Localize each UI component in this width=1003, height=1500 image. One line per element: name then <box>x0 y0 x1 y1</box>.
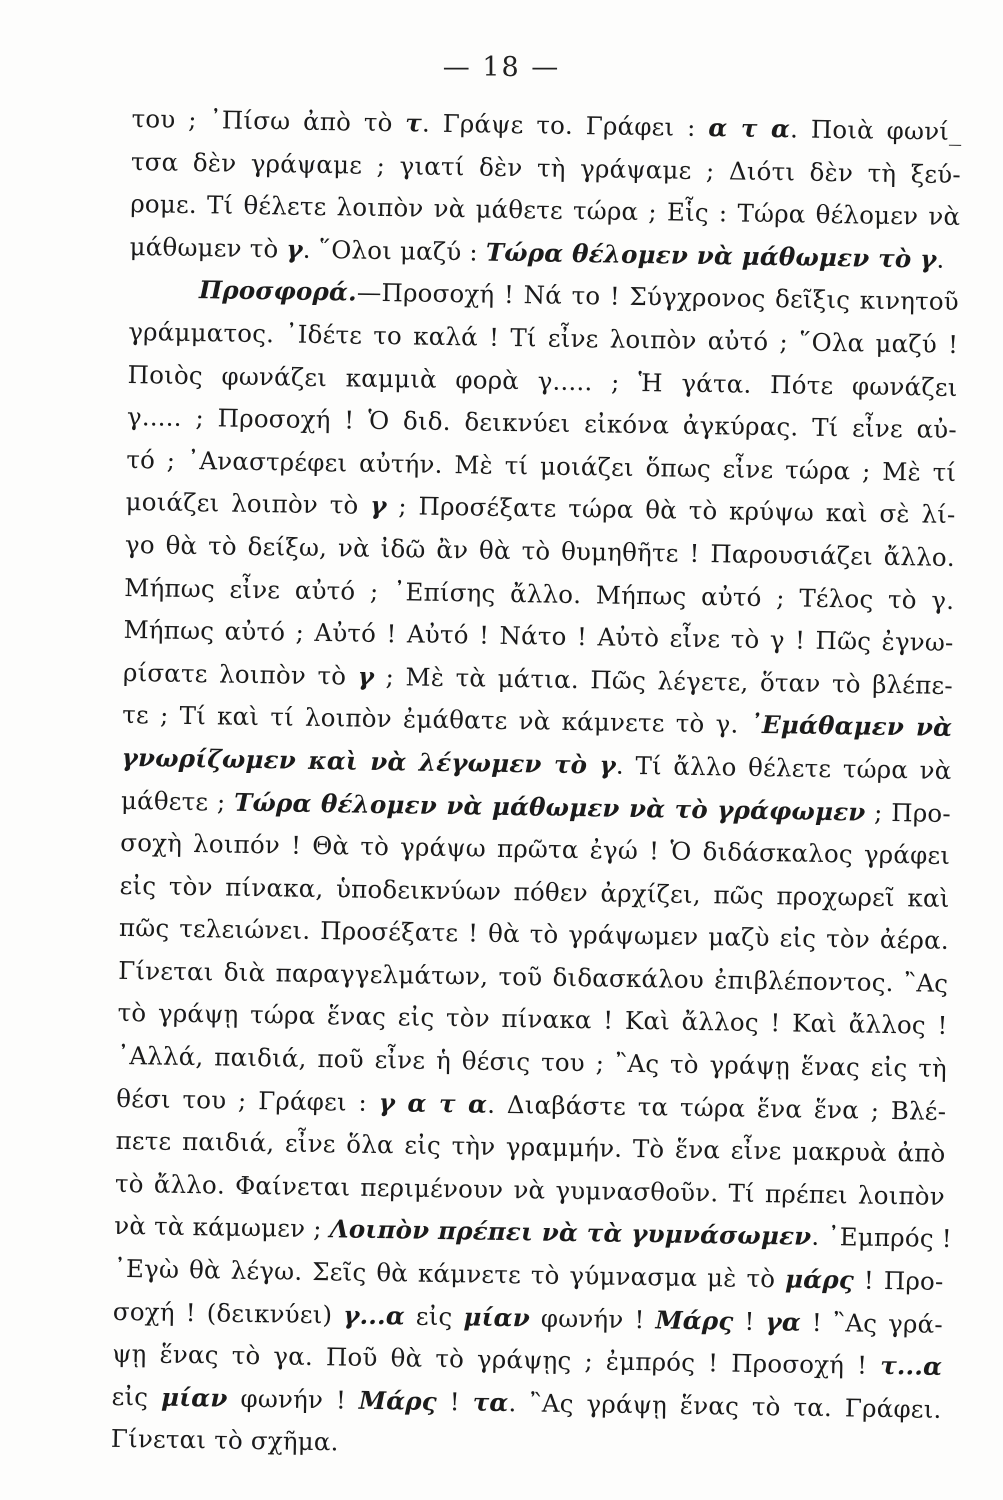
text-segment: ψῃ ἕνας τὸ γα. Ποῦ θὰ τὸ γράψῃς ; ἐμπρός ! Προσοχή ! <box>112 1339 881 1381</box>
text-segment: γράμματος. ᾿Ιδέτε το καλά ! Τί εἶνε λοιπὸν αὐτό ; ῞Ολα μαζύ ! <box>128 316 959 359</box>
emphasis-text: γ <box>369 491 387 521</box>
text-segment: φωνήν ! <box>529 1303 656 1334</box>
text-segment: μάθωμεν τὸ <box>129 231 287 264</box>
text-segment: Ποιὸς φωνάζει καμμιὰ φορὰ γ..... ; Ἡ γάτα. Πότε φωνάζει <box>127 359 958 402</box>
emphasis-text: μίαν <box>160 1382 228 1413</box>
text-segment: Γίνεται τὸ σχῆμα. <box>110 1424 339 1457</box>
emphasis-text: Τώρα θέλομεν νὰ μάθωμεν νὰ τὸ γράφωμεν <box>233 787 866 827</box>
emphasis-text: Μάρς <box>655 1305 734 1336</box>
text-segment: ; Μὲ τὰ μάτια. Πῶς λέγετε, ὅταν τὸ βλέπε- <box>373 661 954 700</box>
text-segment: ! <box>436 1386 473 1417</box>
text-segment: μοιάζει λοιπὸν τὸ <box>125 487 371 521</box>
text-segment: πετε παιδιά, εἶνε ὅλα εἰς τὴν γραμμήν. Τὸ ἕνα εἶνε μακρυὰ ἀπὸ <box>115 1126 946 1169</box>
emphasis-text: Λοιπὸν πρέπει νὰ τὰ γυμνάσωμεν <box>329 1214 812 1252</box>
text-segment: . Γράψε το. Γράφει : <box>421 108 709 143</box>
text-segment: Μήπως εἶνε αὐτό ; ᾿Επίσης ἄλλο. Μήπως αὐτό ; Τέλος τὸ γ. <box>124 572 955 615</box>
text-segment: —Προσοχή ! Νά το ! Σύγχρονος δεῖξις κινητοῦ <box>356 277 960 317</box>
page-number: — 18 — <box>442 52 561 83</box>
text-segment: ! ῍Ας γρά- <box>800 1307 944 1339</box>
emphasis-text: ᾿Εμάθαμεν νὰ <box>749 710 953 743</box>
text-segment: ! <box>733 1306 766 1336</box>
text-segment: τε ; Τί καὶ τί λοιπὸν ἐμάθατε νὰ κάμνετε τὸ γ. <box>122 700 750 740</box>
text-segment: τό ; ᾿Αναστρέφει αὐτήν. Μὲ τί μοιάζει ὅπως εἶνε τώρα ; Μὲ τί <box>126 444 957 487</box>
emphasis-text: α τ α <box>708 113 791 144</box>
text-segment: . Διαβάστε τα τώρα ἕνα ἕνα ; Βλέ- <box>487 1089 947 1126</box>
emphasis-text: τ...α <box>880 1351 943 1382</box>
emphasis-text: γ <box>357 661 375 691</box>
text-segment: ᾿Εγὼ θὰ λέγω. Σεῖς θὰ κάμνετε τὸ γύμνασμα μὲ τὸ <box>113 1253 786 1294</box>
emphasis-text: Προσφορά. <box>198 275 358 307</box>
text-segment: Γίνεται διὰ παραγγελμάτων, τοῦ διδασκάλου ἐπιβλέποντος. ῍Ας <box>118 955 949 998</box>
emphasis-text: γα <box>765 1306 802 1337</box>
text-segment: νὰ τὰ κάμωμεν ; <box>114 1211 330 1244</box>
body-text <box>111 98 962 1474</box>
text-segment: ρίσατε λοιπὸν τὸ <box>122 657 358 691</box>
emphasis-text: Τώρα θέλομεν νὰ μάθωμεν τὸ γ <box>485 237 937 274</box>
text-segment: ; Προσέξατε τώρα θὰ τὸ κρύψω καὶ σὲ λί- <box>386 491 956 530</box>
text-segment: σοχή ! (δεικνύει) <box>112 1296 344 1330</box>
text-segment: ; Προ- <box>865 797 952 828</box>
emphasis-text: γ <box>286 234 304 264</box>
text-segment: ρομε. Τί θέλετε λοιπὸν νὰ μάθετε τώρα ; Εἷς : Τώρα θέλομεν νὰ <box>130 189 961 232</box>
text-segment: Μήπως αὐτό ; Αὐτό ! Αὐτό ! Νάτο ! Αὐτὸ εἶνε τὸ γ ! Πῶς ἐγνω- <box>123 615 954 658</box>
text-segment: ! Προ- <box>853 1265 944 1296</box>
emphasis-text: τα <box>472 1387 509 1417</box>
text-segment: μάθετε ; <box>120 785 235 817</box>
text-segment: τὸ ἄλλο. Φαίνεται περιμένουν νὰ γυμνασθοῦν. Τί πρέπει λοιπὸν <box>114 1168 946 1211</box>
text-segment: τὸ γράψῃ τώρα ἕνας εἰς τὸν πίνακα ! Καὶ ἄλλος ! Καὶ ἄλλος ! <box>117 998 948 1041</box>
text-segment: ᾿Αλλά, παιδιά, ποῦ εἶνε ἡ θέσις του ; ῍Ας τὸ γράψῃ ἕνας εἰς τὴ <box>116 1040 948 1083</box>
text-segment: τσα δὲν γράψαμε ; γιατί δὲν τὴ γράψαμε ; Διότι δὲν τὴ ξεύ- <box>130 146 962 189</box>
emphasis-text: Μάρς <box>358 1385 438 1416</box>
text-segment: εἰς <box>404 1301 464 1331</box>
text-segment: γο θὰ τὸ δείξω, νὰ ἰδῶ ἂν θὰ τὸ θυμηθῆτε ! Παρουσιάζει ἄλλο. <box>124 529 956 572</box>
text-segment: πῶς τελειώνει. Προσέξατε ! θὰ τὸ γράψωμεν μαζὺ εἰς τὸν ἀέρα. <box>118 913 950 956</box>
emphasis-text: γ α τ α <box>378 1087 488 1119</box>
text-segment: . ῍Ας γράψῃ ἕνας τὸ τα. Γράφει. <box>508 1387 942 1424</box>
text-segment: . ῞Ολοι μαζύ : <box>302 234 487 267</box>
text-segment: . <box>936 244 945 274</box>
text-segment: θέσι του ; Γράφει : <box>116 1083 379 1117</box>
emphasis-text: μάρς <box>784 1264 855 1295</box>
text-segment: . Τί ἄλλο θέλετε τώρα νὰ <box>615 750 952 785</box>
text-segment: φωνήν ! <box>227 1383 360 1415</box>
emphasis-text: τ <box>405 108 423 138</box>
text-segment: . Ποιὰ φωνί_ <box>789 114 962 147</box>
text-segment: εἰς <box>111 1381 162 1412</box>
emphasis-text: γ...α <box>343 1300 406 1331</box>
emphasis-text: μίαν <box>463 1301 531 1333</box>
text-segment: σοχὴ λοιπόν ! Θὰ τὸ γράψω πρῶτα ἐγώ ! Ὁ διδάσκαλος γράφει <box>120 828 951 871</box>
emphasis-text: γνωρίζωμεν καὶ νὰ λέγωμεν τὸ γ <box>121 742 617 780</box>
text-segment: του ; ᾿Πίσω ἀπὸ τὸ <box>131 103 406 138</box>
text-segment: . ᾿Εμπρός ! <box>811 1222 953 1254</box>
text-segment: γ..... ; Προσοχή ! Ὁ διδ. δεικνύει εἰκόνα ἀγκύρας. Τί εἶνε αὐ- <box>126 402 958 445</box>
text-segment: εἰς τὸν πίνακα, ὑποδεικνύων πόθεν ἀρχίζει, πῶς προχωρεῖ καὶ <box>119 870 950 913</box>
